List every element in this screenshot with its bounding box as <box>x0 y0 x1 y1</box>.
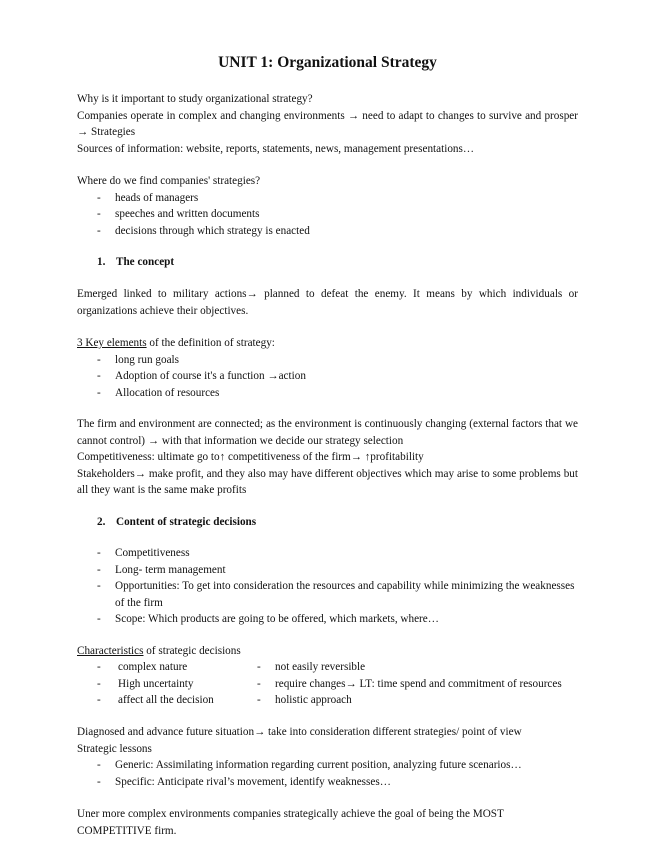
key-elements-block <box>77 335 578 401</box>
characteristic-left: High uncertainty <box>118 677 194 690</box>
characteristics-intro <box>77 643 578 660</box>
list-item: - long run goals <box>97 353 180 366</box>
list-item: - Adoption of course it's a function →action <box>97 370 306 382</box>
characteristic-right: not easily reversible <box>275 661 366 673</box>
section2-list-block <box>77 545 578 628</box>
list-item: - Generic: Assimilating information regarding current position, analyzing future scenarios… <box>97 759 522 771</box>
key-elements-rest: of the definition of strategy: <box>146 337 275 349</box>
competitiveness-line: Competitiveness: ultimate go to↑ competitiveness of the firm→ ↑profitability <box>77 451 424 463</box>
section1-heading <box>77 254 578 271</box>
list-item: - Specific: Anticipate rival’s movement, identify weaknesses… <box>97 775 391 788</box>
characteristics-label: Characteristics <box>77 645 144 657</box>
section1-number: 1. <box>97 256 106 268</box>
list-item: - Allocation of resources <box>97 386 220 399</box>
strategic-lessons-list <box>77 757 578 790</box>
section2-title: Content of strategic decisions <box>116 516 257 528</box>
intro-answer: Companies operate in complex and changing environments → need to adapt to changes to survive and prosper → Strategies <box>77 109 578 138</box>
list-item: - Opportunities: To get into consideration the resources and capability while minimizing the weaknesses of the firm <box>97 580 575 609</box>
list-item: - speeches and written documents <box>97 208 260 220</box>
characteristic-left: complex nature <box>118 661 188 673</box>
section1-paragraph: Emerged linked to military actions→ planned to defeat the enemy. It means by which individuals or organizations achieve their objectives. <box>77 288 578 317</box>
intro-sources: Sources of information: website, reports, statements, news, management presentations… <box>77 142 475 155</box>
section2-heading <box>77 514 578 531</box>
list-item: - Long- term management <box>97 563 226 576</box>
section2-number: 2. <box>97 516 106 528</box>
characteristics-rest: of strategic decisions <box>143 645 241 657</box>
firm-paragraph: The firm and environment are connected; as the environment is continuously changing (external factors that we cannot control) → with that information we decide our strategy selection <box>77 418 578 447</box>
key-elements-list <box>77 352 578 402</box>
characteristics-grid <box>77 659 597 709</box>
lessons-block <box>77 724 578 790</box>
conclusion-paragraph: Uner more complex environments companies strategically achieve the goal of being the MOST COMPETITIVE firm. <box>77 808 504 837</box>
diagnosed-line: Diagnosed and advance future situation→ take into consideration different strategies/ point of view <box>77 726 522 738</box>
strategic-lessons-label: Strategic lessons <box>77 742 152 755</box>
key-elements-intro <box>77 335 578 352</box>
list-item: - Scope: Which products are going to be offered, which markets, where… <box>97 613 439 625</box>
intro-block <box>77 91 578 157</box>
list-item: - heads of managers <box>97 191 199 204</box>
where-block <box>77 173 578 239</box>
section1-title: The concept <box>116 256 175 268</box>
where-list <box>77 190 578 240</box>
characteristics-row: - complex nature - not easily reversible <box>77 659 597 676</box>
characteristic-left: affect all the decision <box>118 694 214 706</box>
firm-environment-block <box>77 416 578 499</box>
list-item: - decisions through which strategy is enacted <box>97 224 310 237</box>
characteristics-row: - High uncertainty - require changes→ LT: time spend and commitment of resources <box>77 676 597 693</box>
list-item: - Competitiveness <box>97 547 190 559</box>
stakeholders-paragraph: Stakeholders→ make profit, and they also may have different objectives which may arise to some problems but all they want is the same make profits <box>77 467 578 496</box>
where-question: Where do we find companies' strategies? <box>77 175 261 187</box>
characteristic-right: holistic approach <box>275 694 352 706</box>
key-elements-label: 3 Key elements <box>77 337 147 349</box>
characteristics-row: - affect all the decision - holistic approach <box>77 692 597 709</box>
strategic-decisions-list <box>77 545 578 628</box>
intro-question: Why is it important to study organizational strategy? <box>77 93 313 105</box>
page-title: UNIT 1: Organizational Strategy <box>218 54 437 71</box>
characteristic-right: require changes→ LT: time spend and commitment of resources <box>275 677 562 690</box>
